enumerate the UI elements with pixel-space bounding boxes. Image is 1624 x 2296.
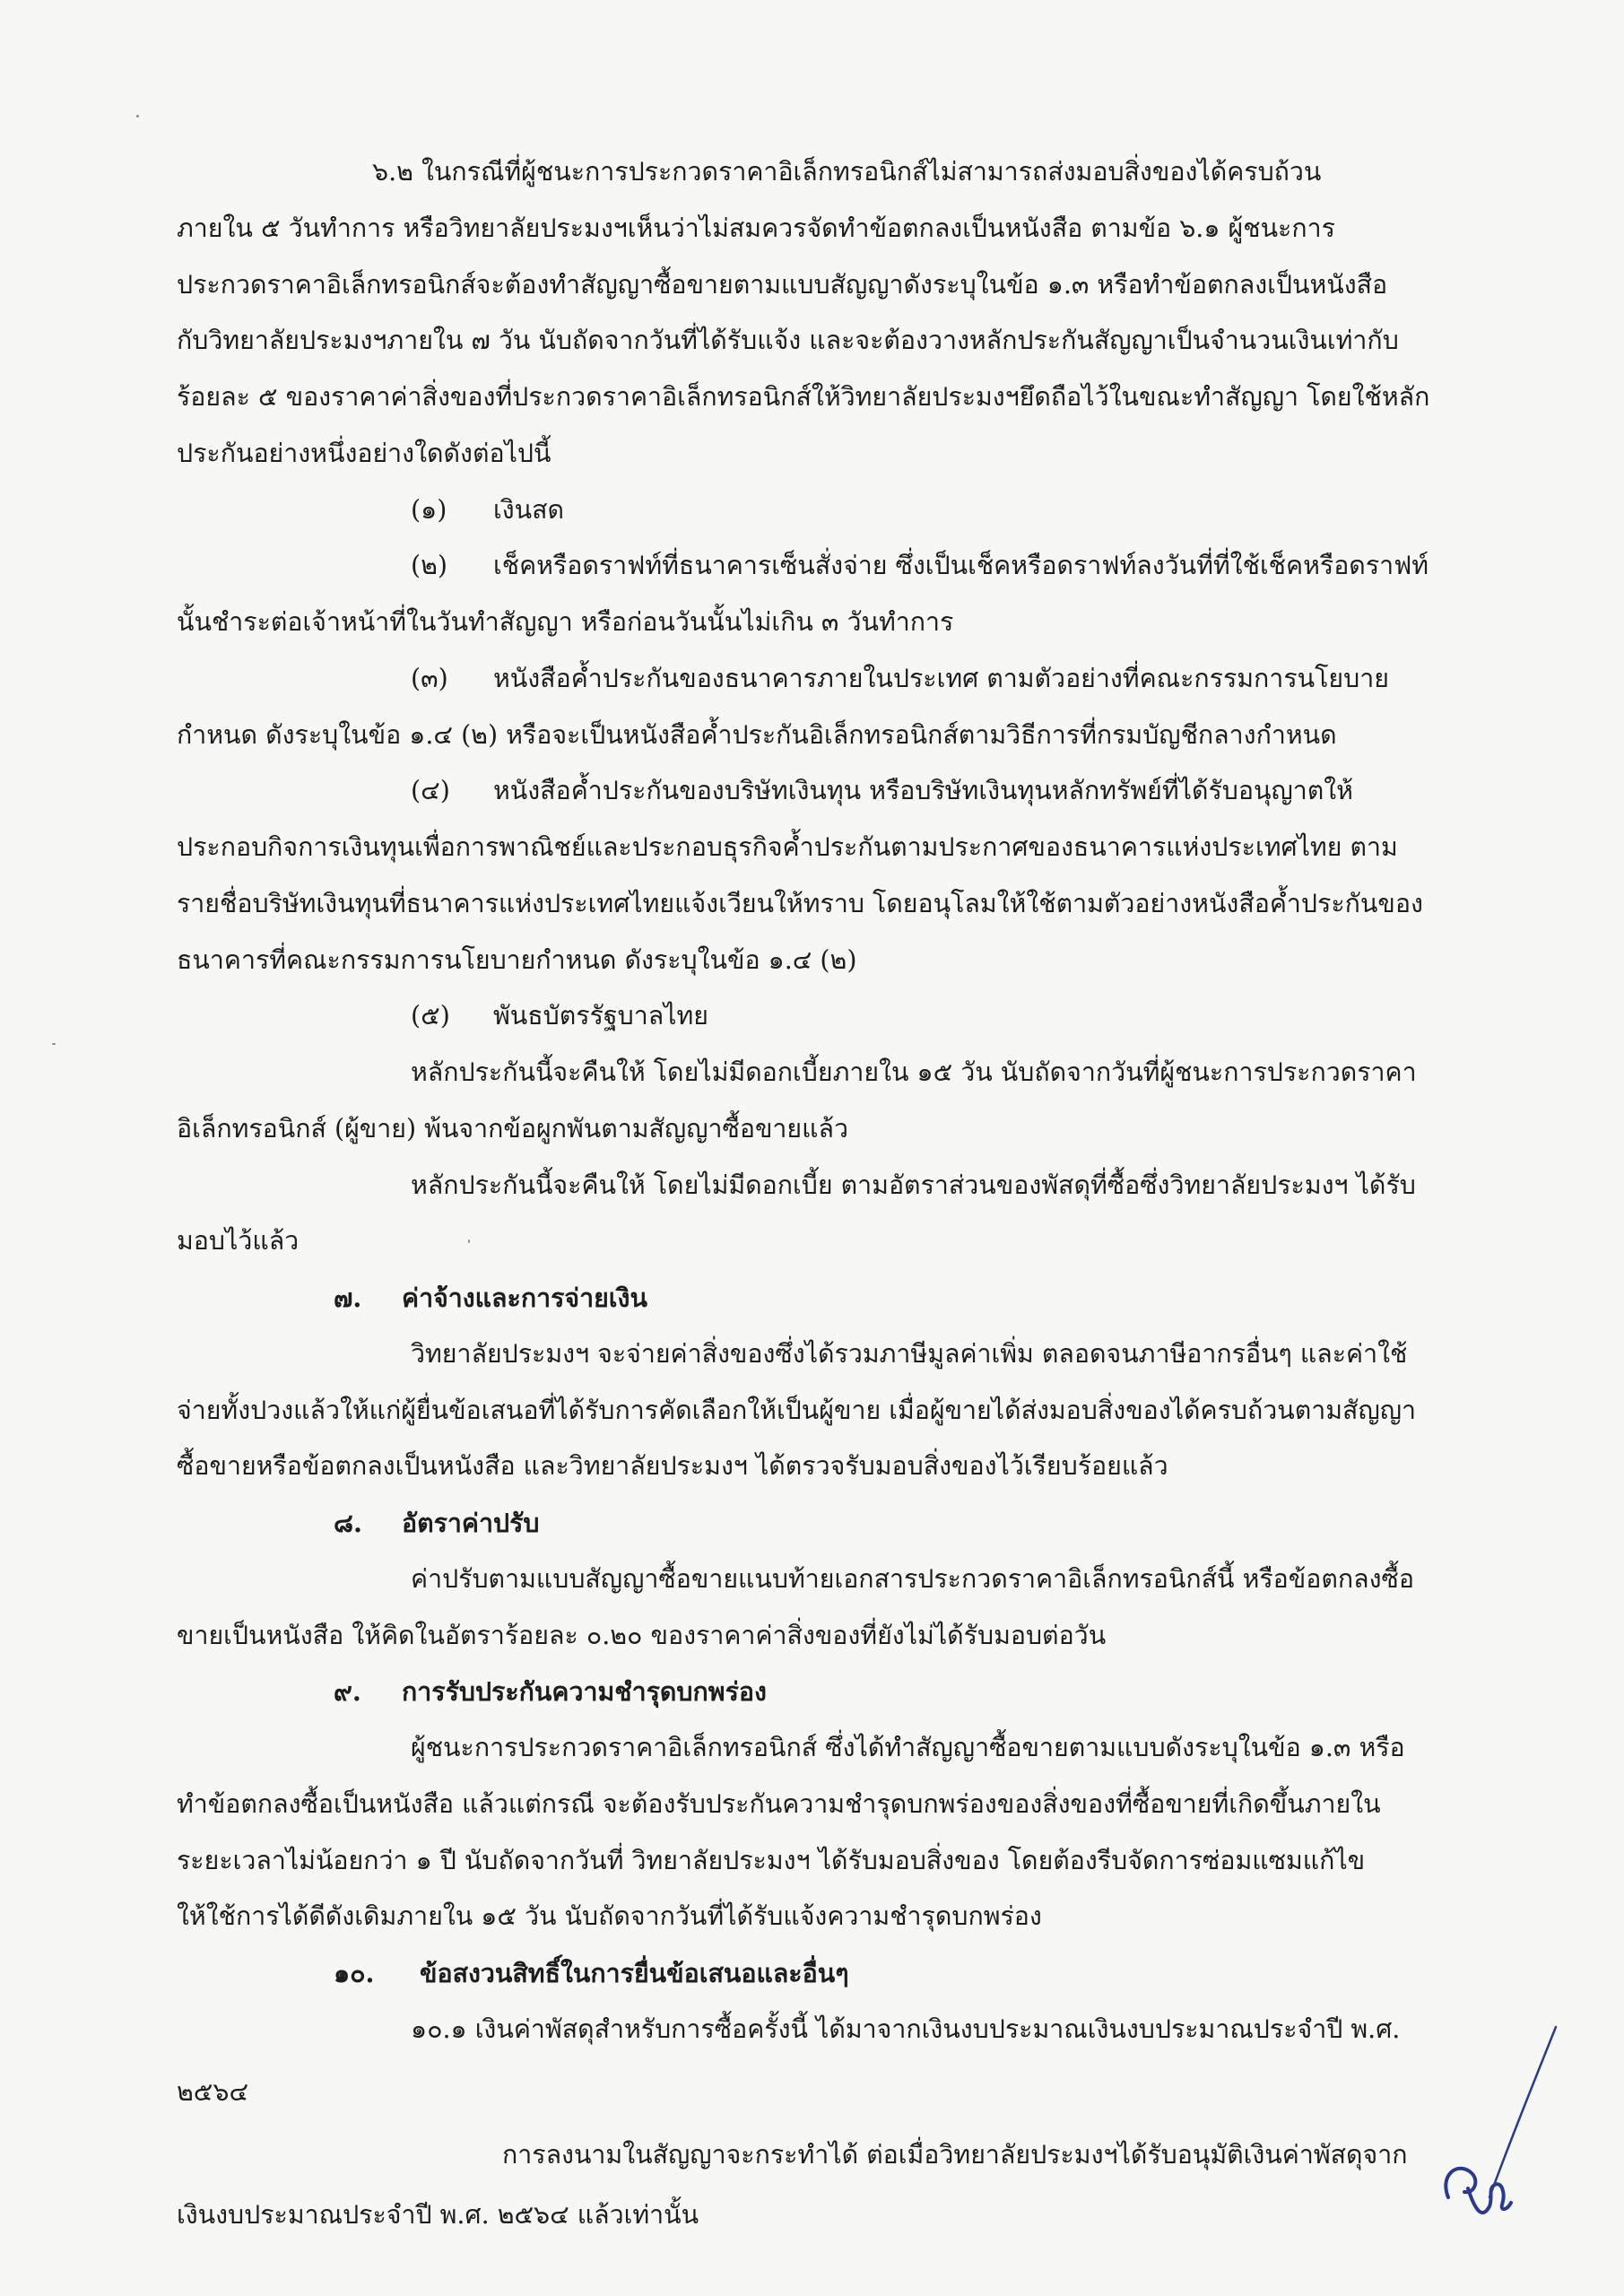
section-8-line-1: ค่าปรับตามแบบสัญญาซื้อขายแนบท้ายเอกสารประกวดราคาอิเล็กทรอนิกส์นี้ หรือข้อตกลงซื้อ xyxy=(411,1564,1415,1594)
section-10-1-line-2: ๒๕๖๔ xyxy=(177,2077,249,2107)
section-7-line-2: จ่ายทั้งปวงแล้วให้แก่ผู้ยื่นข้อเสนอที่ได้รับการคัดเลือกให้เป็นผู้ขาย เมื่อผู้ขายได้ส่งมอบสิ่งของได้ครบถ้วนตามสัญญา xyxy=(177,1396,1417,1425)
section-7-line-1: วิทยาลัยประมงฯ จะจ่ายค่าสิ่งของซึ่งได้รวมภาษีมูลค่าเพิ่ม ตลอดจนภาษีอากรอื่นๆ และค่าใช้ xyxy=(411,1339,1408,1369)
section-10-final-line-1: การลงนามในสัญญาจะกระทำได้ ต่อเมื่อวิทยาลัยประมงฯได้รับอนุมัติเงินค่าพัสดุจาก xyxy=(502,2140,1408,2170)
refund-paragraph-2-line-2: มอบไว้แล้ว xyxy=(177,1226,300,1256)
section-9-line-1: ผู้ชนะการประกวดราคาอิเล็กทรอนิกส์ ซึ่งได้ทำสัญญาซื้อขายตามแบบดังระบุในข้อ ๑.๓ หรือ xyxy=(411,1733,1405,1762)
collateral-4-number: (๔) xyxy=(411,776,450,805)
section-6-2-line-1: ๖.๒ ในกรณีที่ผู้ชนะการประกวดราคาอิเล็กทรอนิกส์ไม่สามารถส่งมอบสิ่งของได้ครบถ้วน xyxy=(372,157,1322,187)
collateral-5-number: (๕) xyxy=(411,1001,450,1031)
handwritten-initial xyxy=(1430,2018,1565,2233)
section-9-heading: การรับประกันความชำรุดบกพร่อง xyxy=(402,1676,767,1707)
collateral-5-text: พันธบัตรรัฐบาลไทย xyxy=(493,1001,708,1031)
section-6-2-line-2: ภายใน ๕ วันทำการ หรือวิทยาลัยประมงฯเห็นว่าไม่สมควรจัดทำข้อตกลงเป็นหนังสือ ตามข้อ ๖.๑ ผู้ชนะการ xyxy=(177,213,1335,243)
section-6-2-line-6: ประกันอย่างหนึ่งอย่างใดดังต่อไปนี้ xyxy=(177,439,551,468)
scan-speck xyxy=(52,1043,56,1045)
section-9-number: ๙. xyxy=(334,1676,361,1707)
section-10-number: ๑๐. xyxy=(334,1958,375,1988)
section-6-2-line-3: ประกวดราคาอิเล็กทรอนิกส์จะต้องทำสัญญาซื้อขายตามแบบสัญญาดังระบุในข้อ ๑.๓ หรือทำข้อตกลงเป็นหนังสือ xyxy=(177,270,1388,300)
collateral-4-text-1: หนังสือค้ำประกันของบริษัทเงินทุน หรือบริษัทเงินทุนหลักทรัพย์ที่ได้รับอนุญาตให้ xyxy=(493,776,1353,805)
scan-speck xyxy=(468,1239,470,1243)
section-7-line-3: ซื้อขายหรือข้อตกลงเป็นหนังสือ และวิทยาลัยประมงฯ ได้ตรวจรับมอบสิ่งของไว้เรียบร้อยแล้ว xyxy=(177,1451,1168,1481)
section-10-final-line-2: เงินงบประมาณประจำปี พ.ศ. ๒๕๖๔ แล้วเท่านั้น xyxy=(177,2200,699,2230)
section-9-line-2: ทำข้อตกลงซื้อเป็นหนังสือ แล้วแต่กรณี จะต้องรับประกันความชำรุดบกพร่องของสิ่งของที่ซื้อขายที่เกิดขึ้นภายใน xyxy=(177,1789,1381,1819)
collateral-2-number: (๒) xyxy=(411,551,448,580)
collateral-1-number: (๑) xyxy=(411,495,447,525)
collateral-1-text: เงินสด xyxy=(493,495,565,525)
collateral-3-text-1: หนังสือค้ำประกันของธนาคารภายในประเทศ ตามตัวอย่างที่คณะกรรมการนโยบาย xyxy=(493,664,1389,693)
section-7-heading: ค่าจ้างและการจ่ายเงิน xyxy=(402,1283,647,1313)
section-7-number: ๗. xyxy=(334,1283,362,1313)
collateral-4-text-2: ประกอบกิจการเงินทุนเพื่อการพาณิชย์และประกอบธุรกิจค้ำประกันตามประกาศของธนาคารแห่งประเทศไทย ตาม xyxy=(177,832,1398,862)
collateral-3-number: (๓) xyxy=(411,664,448,693)
section-6-2-line-4: กับวิทยาลัยประมงฯภายใน ๗ วัน นับถัดจากวันที่ได้รับแจ้ง และจะต้องวางหลักประกันสัญญาเป็นจำนวนเงินเท่ากับ xyxy=(177,326,1399,355)
collateral-4-text-4: ธนาคารที่คณะกรรมการนโยบายกำหนด ดังระบุในข้อ ๑.๔ (๒) xyxy=(177,945,857,975)
collateral-4-text-3: รายชื่อบริษัทเงินทุนที่ธนาคารแห่งประเทศไทยแจ้งเวียนให้ทราบ โดยอนุโลมให้ใช้ตามตัวอย่างหนังสือค้ำประกันของ xyxy=(177,889,1423,918)
refund-paragraph-1-line-1: หลักประกันนี้จะคืนให้ โดยไม่มีดอกเบี้ยภายใน ๑๕ วัน นับถัดจากวันที่ผู้ชนะการประกวดราคา xyxy=(411,1057,1417,1087)
section-9-line-3: ระยะเวลาไม่น้อยกว่า ๑ ปี นับถัดจากวันที่ วิทยาลัยประมงฯ ได้รับมอบสิ่งของ โดยต้องรีบจัดการซ่อมแซมแก้ไข xyxy=(177,1846,1366,1875)
section-9-line-4: ให้ใช้การได้ดีดังเดิมภายใน ๑๕ วัน นับถัดจากวันที่ได้รับแจ้งความชำรุดบกพร่อง xyxy=(177,1901,1042,1931)
section-8-line-2: ขายเป็นหนังสือ ให้คิดในอัตราร้อยละ ๐.๒๐ ของราคาค่าสิ่งของที่ยังไม่ได้รับมอบต่อวัน xyxy=(177,1621,1107,1650)
section-6-2-line-5: ร้อยละ ๕ ของราคาค่าสิ่งของที่ประกวดราคาอิเล็กทรอนิกส์ให้วิทยาลัยประมงฯยึดถือไว้ในขณะทำสัญญา โดยใช้หลัก xyxy=(177,382,1430,412)
section-8-heading: อัตราค่าปรับ xyxy=(402,1508,540,1538)
refund-paragraph-2-line-1: หลักประกันนี้จะคืนให้ โดยไม่มีดอกเบี้ย ตามอัตราส่วนของพัสดุที่ซื้อซึ่งวิทยาลัยประมงฯ ได้รับ xyxy=(411,1170,1416,1200)
collateral-3-text-2: กำหนด ดังระบุในข้อ ๑.๔ (๒) หรือจะเป็นหนังสือค้ำประกันอิเล็กทรอนิกส์ตามวิธีการที่กรมบัญชีกลางกำหนด xyxy=(177,720,1337,750)
section-8-number: ๘. xyxy=(334,1508,362,1538)
collateral-2-text-1: เช็คหรือดราฟท์ที่ธนาคารเซ็นสั่งจ่าย ซึ่งเป็นเช็คหรือดราฟท์ลงวันที่ที่ใช้เช็คหรือดราฟท์ xyxy=(493,551,1429,580)
section-10-heading: ข้อสงวนสิทธิ์ในการยื่นข้อเสนอและอื่นๆ xyxy=(420,1958,849,1988)
section-10-1-line-1: ๑๐.๑ เงินค่าพัสดุสำหรับการซื้อครั้งนี้ ได้มาจากเงินงบประมาณเงินงบประมาณประจำปี พ.ศ. xyxy=(411,2014,1401,2044)
scan-speck xyxy=(136,115,139,117)
refund-paragraph-1-line-2: อิเล็กทรอนิกส์ (ผู้ขาย) พ้นจากข้อผูกพันตามสัญญาซื้อขายแล้ว xyxy=(177,1114,848,1144)
collateral-2-text-2: นั้นชำระต่อเจ้าหน้าที่ในวันทำสัญญา หรือก่อนวันนั้นไม่เกิน ๓ วันทำการ xyxy=(177,607,954,637)
